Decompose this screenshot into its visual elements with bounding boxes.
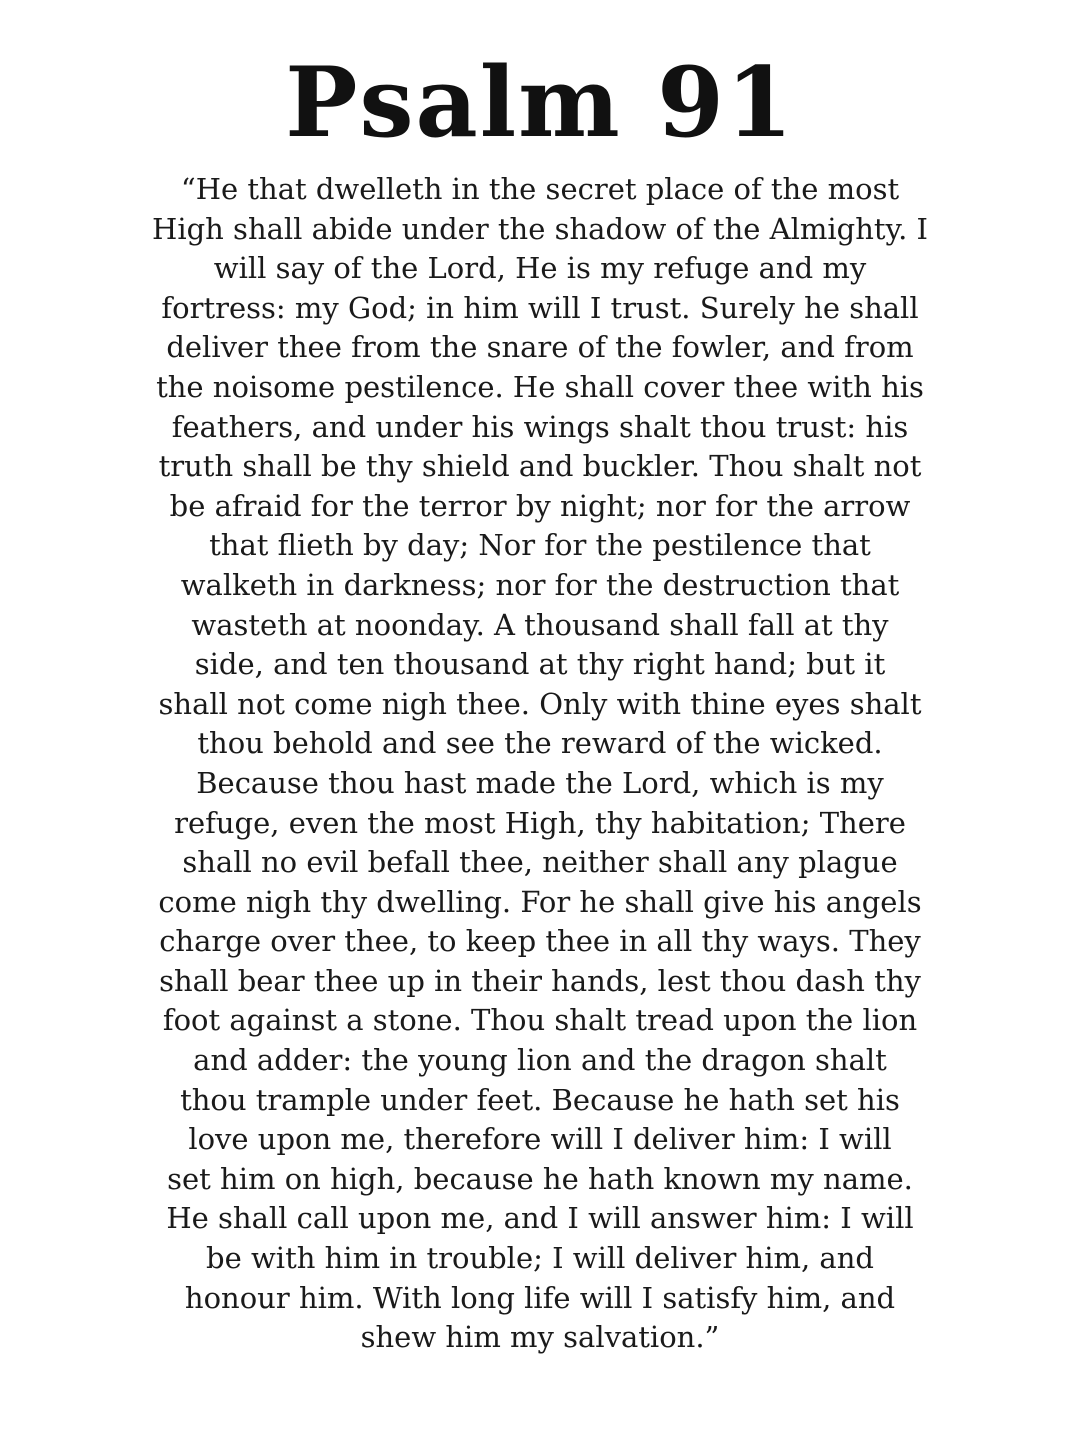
text-line: refuge, even the most High, thy habitation; There xyxy=(174,805,906,840)
text-line: set him on high, because he hath known my name. xyxy=(167,1161,913,1196)
text-line: side, and ten thousand at thy right hand; but it xyxy=(194,647,886,682)
text-line: wasteth at noonday. A thousand shall fall at thy xyxy=(191,607,889,642)
text-line: thou trample under feet. Because he hath set his xyxy=(180,1082,900,1117)
text-line: deliver thee from the snare of the fowler, and from xyxy=(166,330,914,365)
text-line: shall no evil befall thee, neither shall any plague xyxy=(182,845,898,880)
text-line: “He that dwelleth in the secret place of the most xyxy=(180,172,900,206)
text-line: will say of the Lord, He is my refuge and my xyxy=(213,251,867,286)
text-line: love upon me, therefore will I deliver him: I will xyxy=(188,1122,892,1157)
text-line: be with him in trouble; I will deliver him, and xyxy=(206,1241,874,1276)
text-line: He shall call upon me, and I will answer him: I will xyxy=(166,1201,914,1236)
text-line: walketh in darkness; nor for the destruction that xyxy=(180,567,900,602)
text-line: charge over thee, to keep thee in all thy ways. They xyxy=(159,924,921,959)
text-line: that flieth by day; Nor for the pestilence that xyxy=(209,528,871,563)
page-title: Psalm 91 xyxy=(285,46,795,159)
text-line: and adder: the young lion and the dragon shalt xyxy=(193,1043,887,1078)
text-line: be afraid for the terror by night; nor for the arrow xyxy=(169,488,911,523)
text-line: come nigh thy dwelling. For he shall give his angels xyxy=(158,884,922,919)
text-line: Because thou hast made the Lord, which is my xyxy=(196,765,884,800)
text-line: honour him. With long life will I satisfy him, and xyxy=(184,1280,896,1315)
text-line: the noisome pestilence. He shall cover thee with his xyxy=(156,369,924,404)
text-line: shall bear thee up in their hands, lest thou dash thy xyxy=(159,963,921,998)
scripture-text xyxy=(52,170,1028,1358)
text-line: shall not come nigh thee. Only with thine eyes shalt xyxy=(158,686,922,721)
text-line: fortress: my God; in him will I trust. Surely he shall xyxy=(161,290,919,325)
text-line: feathers, and under his wings shalt thou trust: his xyxy=(171,409,909,444)
text-line: truth shall be thy shield and buckler. Thou shalt not xyxy=(158,449,922,484)
text-line: thou behold and see the reward of the wicked. xyxy=(197,726,883,761)
text-line: shew him my salvation.” xyxy=(360,1320,720,1355)
text-line: High shall abide under the shadow of the Almighty. I xyxy=(152,211,928,246)
text-line: foot against a stone. Thou shalt tread upon the lion xyxy=(162,1003,918,1038)
